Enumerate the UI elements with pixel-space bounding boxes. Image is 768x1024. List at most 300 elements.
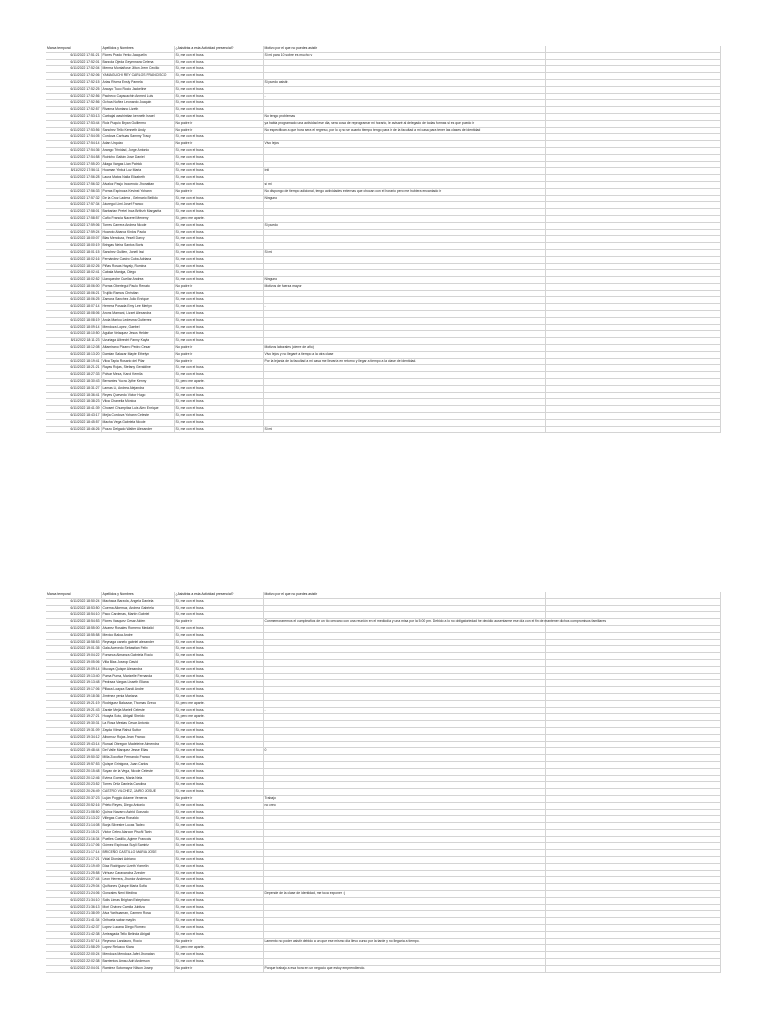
table-row (46, 413, 720, 420)
cell-extra (545, 734, 720, 741)
cell-attendance: Sí, me con el buss. (174, 931, 263, 938)
cell-name: Borja Silvestre Lucas Tadeo (101, 823, 174, 830)
cell-reason (263, 639, 545, 646)
cell-name: Mendoza Mendoza Jafet Jhonatan (101, 952, 174, 959)
cell-attendance: Sí, me con el buss. (174, 168, 263, 175)
cell-name: Leon Herrera, Jhunior Anderson (101, 877, 174, 884)
cell-reason (263, 755, 545, 762)
cell-reason: Ninguno (263, 277, 545, 284)
cell-extra (545, 605, 720, 612)
cell-extra (545, 843, 720, 850)
table-row (46, 619, 720, 626)
cell-reason (263, 850, 545, 857)
table-row (46, 843, 720, 850)
cell-attendance: Sí, me con el buss. (174, 884, 263, 891)
cell-reason (263, 107, 545, 114)
cell-name: Cordova Carhuas Sammy Tracy (101, 134, 174, 141)
cell-name: Milla Zocofice Fernando Franco (101, 755, 174, 762)
cell-reason: - (263, 707, 545, 714)
cell-name: Paco Cardenas, Martín Gabriel (101, 612, 174, 619)
cell-reason (263, 331, 545, 338)
cell-extra (545, 338, 720, 345)
table-row (46, 863, 720, 870)
cell-timestamp: 6/11/2022 18:08:19 (46, 317, 101, 324)
cell-reason: - (263, 304, 545, 311)
cell-attendance: Sí, me con el buss. (174, 789, 263, 796)
cell-timestamp: 6/11/2022 17:57:32 (46, 195, 101, 202)
cell-attendance: No podre ir (174, 351, 263, 358)
cell-extra (545, 870, 720, 877)
table-row (46, 107, 720, 114)
cell-attendance: Sí, me con el buss. (174, 304, 263, 311)
cell-extra (545, 351, 720, 358)
table-row (46, 965, 720, 972)
cell-extra (545, 714, 720, 721)
cell-extra (545, 700, 720, 707)
cell-attendance: Sí, me con el buss. (174, 659, 263, 666)
table-row (46, 297, 720, 304)
cell-reason (263, 646, 545, 653)
cell-name: Rodriguez Balcazar, Thomas Greco (101, 700, 174, 707)
cell-attendance: Sí, me con el buss. (174, 243, 263, 250)
cell-timestamp: 6/11/2022 18:38:23 (46, 399, 101, 406)
cell-extra (545, 100, 720, 107)
cell-reason: Si puedo asistir. (263, 79, 545, 86)
table-row (46, 338, 720, 345)
cell-timestamp: 6/11/2022 17:58:57 (46, 215, 101, 222)
table-row (46, 891, 720, 898)
cell-timestamp: 6/11/2022 20:26:49 (46, 789, 101, 796)
table-row (46, 897, 720, 904)
cell-attendance: Sí, me con el buss. (174, 605, 263, 612)
cell-reason (263, 693, 545, 700)
table-row (46, 673, 720, 680)
cell-timestamp: 6/11/2022 21:41:34 (46, 918, 101, 925)
cell-timestamp: 6/11/2022 20:37:23 (46, 795, 101, 802)
cell-attendance: Sí, me con el buss. (174, 290, 263, 297)
cell-attendance: Sí, me con el buss. (174, 857, 263, 864)
column-header-timestamp: Marca temporal (46, 46, 101, 52)
cell-reason (263, 385, 545, 392)
table-row (46, 925, 720, 932)
cell-extra (545, 311, 720, 318)
cell-extra (545, 897, 720, 904)
cell-attendance: Sí, me con el buss. (174, 113, 263, 120)
cell-attendance: Sí, me con el buss. (174, 256, 263, 263)
cell-attendance: Sí, pero me aparte. (174, 945, 263, 952)
table-body (46, 598, 720, 972)
cell-attendance: Sí, me con el buss. (174, 73, 263, 80)
table-row (46, 385, 720, 392)
cell-attendance: Sí, me con el buss. (174, 79, 263, 86)
table-row (46, 700, 720, 707)
cell-timestamp: 6/11/2022 17:54:14 (46, 141, 101, 148)
cell-timestamp: 6/11/2022 20:52:16 (46, 802, 101, 809)
cell-name: Arias Rivera Ensly Pamela (101, 79, 174, 86)
cell-reason (263, 823, 545, 830)
cell-timestamp: 6/11/2022 17:52:06 (46, 73, 101, 80)
cell-attendance: Sí, me con el buss. (174, 52, 263, 59)
table-row (46, 816, 720, 823)
table-row (46, 775, 720, 782)
cell-reason (263, 727, 545, 734)
table-row (46, 666, 720, 673)
cell-name: Lopez Lucana Diego Romeo (101, 925, 174, 932)
table-row (46, 646, 720, 653)
cell-extra (545, 324, 720, 331)
cell-timestamp: 6/11/2022 21:24:06 (46, 891, 101, 898)
cell-attendance: Sí, me con el buss. (174, 181, 263, 188)
cell-extra (545, 222, 720, 229)
table-row (46, 79, 720, 86)
table-row (46, 693, 720, 700)
cell-attendance: Sí, me con el buss. (174, 154, 263, 161)
cell-extra (545, 331, 720, 338)
cell-attendance: Sí, me con el buss. (174, 406, 263, 413)
table-row (46, 612, 720, 619)
cell-name: Mori Chávez Camila Jubitza (101, 904, 174, 911)
table-row (46, 358, 720, 365)
cell-timestamp: 6/11/2022 18:55:58 (46, 632, 101, 639)
cell-name: Mejia Cordova Yohann Celeste (101, 413, 174, 420)
cell-name: CASTRO VILCHEZ, JAIRO JOSUE (101, 789, 174, 796)
cell-timestamp: 6/11/2022 19:04:22 (46, 653, 101, 660)
table-row (46, 952, 720, 959)
cell-timestamp: 6/11/2022 17:55:20 (46, 161, 101, 168)
cell-reason (263, 419, 545, 426)
cell-reason (263, 399, 545, 406)
cell-timestamp: 6/11/2022 18:00:07 (46, 236, 101, 243)
cell-reason: 0 (263, 748, 545, 755)
cell-name: Zayda Vilma Rahui Suttor (101, 727, 174, 734)
cell-extra (545, 413, 720, 420)
cell-extra (545, 345, 720, 352)
table-row (46, 714, 720, 721)
cell-attendance: Sí, me con el buss. (174, 918, 263, 925)
cell-timestamp: 6/11/2022 18:58:53 (46, 639, 101, 646)
cell-attendance: Sí, me con el buss. (174, 331, 263, 338)
cell-timestamp: 6/11/2022 17:52:57 (46, 107, 101, 114)
cell-reason: - (263, 93, 545, 100)
cell-attendance: No podre ir (174, 965, 263, 972)
table-row (46, 823, 720, 830)
cell-name: Quiroz Navarro Astrid Gonzalo (101, 809, 174, 816)
cell-reason: No dispongo de tiempo adicional, tengo actividades externas que chocan con el horario pero me hubiera encantado ir (263, 188, 545, 195)
table-row (46, 147, 720, 154)
cell-extra (545, 195, 720, 202)
table-row (46, 134, 720, 141)
cell-reason: No tengo problemas (263, 113, 545, 120)
cell-reason (263, 154, 545, 161)
cell-reason (263, 317, 545, 324)
cell-reason (263, 816, 545, 823)
cell-timestamp: 6/11/2022 20:15:48 (46, 768, 101, 775)
cell-attendance: Sí, me con el buss. (174, 680, 263, 687)
cell-timestamp: 6/11/2022 21:25:58 (46, 870, 101, 877)
cell-name: Alvaloz Pasjo Inocencio Jhonattan (101, 181, 174, 188)
cell-timestamp: 6/11/2022 17:51:21 (46, 52, 101, 59)
cell-name: Solis Limas Brighan Estephano (101, 897, 174, 904)
cell-extra (545, 775, 720, 782)
cell-attendance: Sí, me con el buss. (174, 666, 263, 673)
cell-timestamp: 6/11/2022 19:31:09 (46, 727, 101, 734)
cell-name: Puma Puma, Marizelle Fernanda (101, 673, 174, 680)
table-row (46, 222, 720, 229)
cell-timestamp: 6/11/2022 21:17:14 (46, 850, 101, 857)
cell-timestamp: 6/11/2022 19:57:53 (46, 761, 101, 768)
cell-name: Trujillo Ramos Christian (101, 290, 174, 297)
cell-timestamp: 6/11/2022 19:13:48 (46, 680, 101, 687)
cell-timestamp: 6/11/2022 19:30:31 (46, 721, 101, 728)
cell-timestamp: 6/11/2022 17:59:06 (46, 222, 101, 229)
cell-extra (545, 202, 720, 209)
cell-name: Gómez Espinoza Suyli Samiriz (101, 843, 174, 850)
cell-timestamp: 6/11/2022 17:59:24 (46, 229, 101, 236)
table-row (46, 202, 720, 209)
cell-attendance: Sí, me con el buss. (174, 413, 263, 420)
cell-reason (263, 66, 545, 73)
cell-timestamp: 6/11/2022 21:42:37 (46, 925, 101, 932)
cell-name: Lamas Li, Andrea Alejandra (101, 385, 174, 392)
cell-timestamp: 6/11/2022 18:10:50 (46, 331, 101, 338)
cell-reason (263, 134, 545, 141)
cell-reason (263, 925, 545, 932)
cell-extra (545, 904, 720, 911)
cell-extra (545, 816, 720, 823)
table-row (46, 904, 720, 911)
cell-extra (545, 52, 720, 59)
table-row (46, 263, 720, 270)
cell-reason (263, 73, 545, 80)
table-row (46, 215, 720, 222)
cell-reason (263, 761, 545, 768)
cell-name: Gala Acevedo Sebastian Felix (101, 646, 174, 653)
cell-timestamp: 6/11/2022 18:54:10 (46, 612, 101, 619)
cell-reason (263, 392, 545, 399)
cell-attendance: Sí, me con el buss. (174, 741, 263, 748)
cell-timestamp: 6/11/2022 18:01:15 (46, 249, 101, 256)
cell-reason (263, 945, 545, 952)
cell-attendance: Sí, pero me aparte. (174, 700, 263, 707)
cell-timestamp: 6/11/2022 17:52:01 (46, 59, 101, 66)
cell-attendance: No podre ir (174, 795, 263, 802)
table-row (46, 918, 720, 925)
table-row (46, 406, 720, 413)
cell-extra (545, 141, 720, 148)
cell-reason (263, 877, 545, 884)
cell-extra (545, 693, 720, 700)
table-row (46, 168, 720, 175)
cell-reason: Intl (263, 168, 545, 175)
cell-timestamp: 6/11/2022 21:13:22 (46, 816, 101, 823)
table-row (46, 283, 720, 290)
cell-extra (545, 666, 720, 673)
cell-name: Adan Urquizo (101, 141, 174, 148)
cell-extra (545, 836, 720, 843)
cell-name: Torres Ortiz Daniela Carolina (101, 782, 174, 789)
table-row (46, 687, 720, 694)
cell-extra (545, 823, 720, 830)
responses-table-page-2 (46, 592, 721, 973)
table-row (46, 154, 720, 161)
table-row (46, 707, 720, 714)
cell-name: Lopez Reluzco Kiara (101, 945, 174, 952)
cell-name: Mendoza Lopez, Gaebel (101, 324, 174, 331)
table-row (46, 270, 720, 277)
cell-attendance: Sí, me con el buss. (174, 843, 263, 850)
cell-extra (545, 263, 720, 270)
cell-timestamp: 6/11/2022 17:53:13 (46, 113, 101, 120)
cell-timestamp: 8/11/2022 18:11:23 (46, 338, 101, 345)
table-row (46, 175, 720, 182)
cell-reason: no creo (263, 802, 545, 809)
cell-extra (545, 79, 720, 86)
cell-reason (263, 809, 545, 816)
cell-name: Aguilar Velaquez Jesus Helder (101, 331, 174, 338)
cell-extra (545, 229, 720, 236)
cell-extra (545, 127, 720, 134)
cell-extra (545, 379, 720, 386)
cell-attendance: Sí, me con el buss. (174, 836, 263, 843)
table-row (46, 809, 720, 816)
cell-attendance: Sí, me con el buss. (174, 693, 263, 700)
column-header-name: Apellidos y Nombres (101, 592, 174, 598)
table-row (46, 931, 720, 938)
table-row (46, 829, 720, 836)
cell-name: Barzola Ojeda Geyennara Celena (101, 59, 174, 66)
cell-attendance: No podre ir (174, 283, 263, 290)
table-row (46, 256, 720, 263)
cell-name: Carbajal washinttan kenneth Israel (101, 113, 174, 120)
cell-name: Pillaca Loayza Sandi Andre (101, 687, 174, 694)
cell-name: La Rosa Mestas Cesar Antonio (101, 721, 174, 728)
table-row (46, 243, 720, 250)
table-row (46, 959, 720, 966)
cell-extra (545, 646, 720, 653)
cell-reason (263, 406, 545, 413)
cell-timestamp: 6/11/2022 17:52:15 (46, 79, 101, 86)
cell-reason (263, 338, 545, 345)
table-row (46, 911, 720, 918)
table-row (46, 181, 720, 188)
cell-reason (263, 372, 545, 379)
cell-timestamp: 6/11/2022 17:53:44 (46, 120, 101, 127)
cell-extra (545, 317, 720, 324)
cell-timestamp: 6/11/2022 17:52:25 (46, 86, 101, 93)
cell-attendance: Sí, me con el buss. (174, 925, 263, 932)
table-row (46, 52, 720, 59)
cell-extra (545, 768, 720, 775)
table-row (46, 277, 720, 284)
cell-attendance: Sí, me con el buss. (174, 338, 263, 345)
cell-extra (545, 891, 720, 898)
cell-timestamp: 6/11/2022 21:17:21 (46, 857, 101, 864)
cell-name: Rayas Rojas, Stefany Geraldine (101, 365, 174, 372)
table-row (46, 249, 720, 256)
cell-extra (545, 659, 720, 666)
table-row (46, 399, 720, 406)
cell-name: Bringas Neira Santos Boris (101, 243, 174, 250)
cell-reason (263, 290, 545, 297)
cell-timestamp: 6/11/2022 18:30:43 (46, 379, 101, 386)
cell-reason: Porque trabajo a esa hora en un negocio que estoy emprendiendo. (263, 965, 545, 972)
cell-name: Pedraza Vargas Lisseth Eliana (101, 680, 174, 687)
cell-attendance: Sí, me con el buss. (174, 236, 263, 243)
cell-reason (263, 687, 545, 694)
cell-name: Reynoso Landauro, Rocío (101, 938, 174, 945)
cell-name: Caño Francia Nacerel Meneny (101, 215, 174, 222)
cell-extra (545, 809, 720, 816)
cell-reason (263, 904, 545, 911)
cell-extra (545, 598, 720, 605)
table-row (46, 229, 720, 236)
cell-reason (263, 673, 545, 680)
cell-reason (263, 243, 545, 250)
cell-name: Altamirano Pizarro Pedro Cesar (101, 345, 174, 352)
cell-timestamp: 6/11/2022 18:02:26 (46, 263, 101, 270)
cell-extra (545, 938, 720, 945)
cell-name: Quiñones Quispe Maria Sofia (101, 884, 174, 891)
cell-timestamp: 6/11/2022 17:52:56 (46, 100, 101, 107)
cell-name: BRICEÑO CASTILLO MARIA JOSE (101, 850, 174, 857)
cell-extra (545, 392, 720, 399)
cell-name: Villegas Cueva Ronaldo (101, 816, 174, 823)
table-row (46, 639, 720, 646)
cell-attendance: Sí, me con el buss. (174, 639, 263, 646)
cell-extra (545, 93, 720, 100)
cell-extra (545, 297, 720, 304)
cell-attendance: Sí, me con el buss. (174, 86, 263, 93)
cell-reason (263, 229, 545, 236)
cell-name: Arauyo Tuco Rocio Jackeline (101, 86, 174, 93)
cell-attendance: Sí, me con el buss. (174, 727, 263, 734)
table-row (46, 850, 720, 857)
cell-attendance: Sí, me con el buss. (174, 249, 263, 256)
cell-reason (263, 829, 545, 836)
cell-timestamp: 6/11/2022 17:54:58 (46, 154, 101, 161)
cell-name: Vilca Chanelia Mónica (101, 399, 174, 406)
cell-reason: Depende de la clase de identidad, me toca exponer :( (263, 891, 545, 898)
cell-reason (263, 100, 545, 107)
cell-reason (263, 612, 545, 619)
cell-attendance: No podre ir (174, 141, 263, 148)
cell-timestamp: 6/11/2022 17:53:56 (46, 127, 101, 134)
column-header-reason: Motivo por el que no puedes asistir (263, 46, 545, 52)
cell-extra (545, 925, 720, 932)
cell-attendance: Sí, me con el buss. (174, 761, 263, 768)
cell-reason (263, 768, 545, 775)
cell-extra (545, 270, 720, 277)
column-header-name: Apellidos y Nombres (101, 46, 174, 52)
column-header-attendance: ¿Asistirás a esta Actividad presencial? (174, 46, 263, 52)
cell-extra (545, 86, 720, 93)
table-row (46, 66, 720, 73)
cell-timestamp: 6/11/2022 21:36:13 (46, 904, 101, 911)
cell-timestamp: 6/11/2022 18:41:39 (46, 406, 101, 413)
cell-attendance: Sí, me con el buss. (174, 755, 263, 762)
cell-attendance: Sí, me con el buss. (174, 324, 263, 331)
cell-timestamp: 6/11/2022 19:18:36 (46, 693, 101, 700)
cell-timestamp: 6/11/2022 21:27:44 (46, 877, 101, 884)
cell-timestamp: 6/11/2022 21:19:49 (46, 863, 101, 870)
cell-name: Puelles Castillo, Agiere Francois (101, 836, 174, 843)
cell-attendance: Sí, me con el buss. (174, 147, 263, 154)
cell-name: Ochoa Nuñez Leonardo Joaquin (101, 100, 174, 107)
cell-name: Ruiz Puquio Bryan Guillermo (101, 120, 174, 127)
cell-timestamp: 6/11/2022 21:29:04 (46, 884, 101, 891)
cell-name: Barrientos Amau Adri Anderson (101, 959, 174, 966)
cell-reason (263, 843, 545, 850)
